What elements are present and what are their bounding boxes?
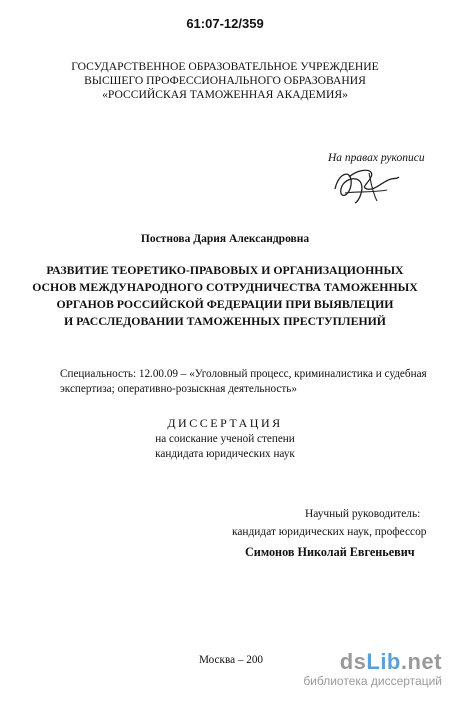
supervisor-label: Научный руководитель:: [305, 508, 421, 520]
dissertation-heading: ДИССЕРТАЦИЯ: [167, 416, 283, 430]
title-line-4: И РАССЛЕДОВАНИИ ТАМОЖЕННЫХ ПРЕСТУПЛЕНИЙ: [64, 314, 386, 328]
degree-line-1: на соискание ученой степени: [155, 433, 295, 445]
specialty-line-1: Специальность: 12.00.09 – «Уголовный процесс, криминалистика и судебная: [60, 368, 427, 380]
manuscript-rights-note: На правах рукописи: [328, 152, 425, 164]
supervisor-rank: кандидат юридических наук, профессор: [232, 526, 427, 538]
specialty: [60, 367, 427, 397]
city-year: Москва – 200: [199, 654, 264, 666]
institution-line-3: «РОССИЙСКАЯ ТАМОЖЕННАЯ АКАДЕМИЯ»: [102, 88, 348, 101]
dslib-watermark[interactable]: [262, 650, 442, 688]
handwritten-signature: [331, 163, 403, 207]
catalog-number: 61:07-12/359: [186, 16, 264, 31]
logo-ds: ds: [339, 649, 367, 674]
dslib-logo: [262, 650, 442, 674]
institution-line-2: ВЫСШЕГО ПРОФЕССИОНАЛЬНОГО ОБРАЗОВАНИЯ: [84, 74, 366, 87]
institution-line-1: ГОСУДАРСТВЕННОЕ ОБРАЗОВАТЕЛЬНОЕ УЧРЕЖДЕНИЕ: [71, 60, 379, 73]
logo-net: .net: [400, 649, 442, 674]
degree-info: [0, 432, 450, 462]
author-name: Постнова Дария Александровна: [140, 233, 310, 245]
degree-line-2: кандидата юридических наук: [155, 448, 295, 460]
institution-header: [0, 60, 450, 102]
watermark-tagline: библиотека диссертаций: [303, 674, 442, 688]
supervisor-name: Симонов Николай Евгеньевич: [245, 545, 415, 559]
title-line-2: ОСНОВ МЕЖДУНАРОДНОГО СОТРУДНИЧЕСТВА ТАМОЖЕННЫХ: [32, 280, 418, 294]
specialty-line-2: экспертиза; оперативно-розыскная деятельность»: [60, 383, 297, 395]
title-line-3: ОРГАНОВ РОССИЙСКОЙ ФЕДЕРАЦИИ ПРИ ВЫЯВЛЕЦИИ: [56, 297, 394, 311]
title-line-1: РАЗВИТИЕ ТЕОРЕТИКО-ПРАВОВЫХ И ОРГАНИЗАЦИОННЫХ: [46, 263, 404, 277]
logo-lib: Lib: [366, 649, 401, 674]
dissertation-title: [0, 262, 450, 330]
